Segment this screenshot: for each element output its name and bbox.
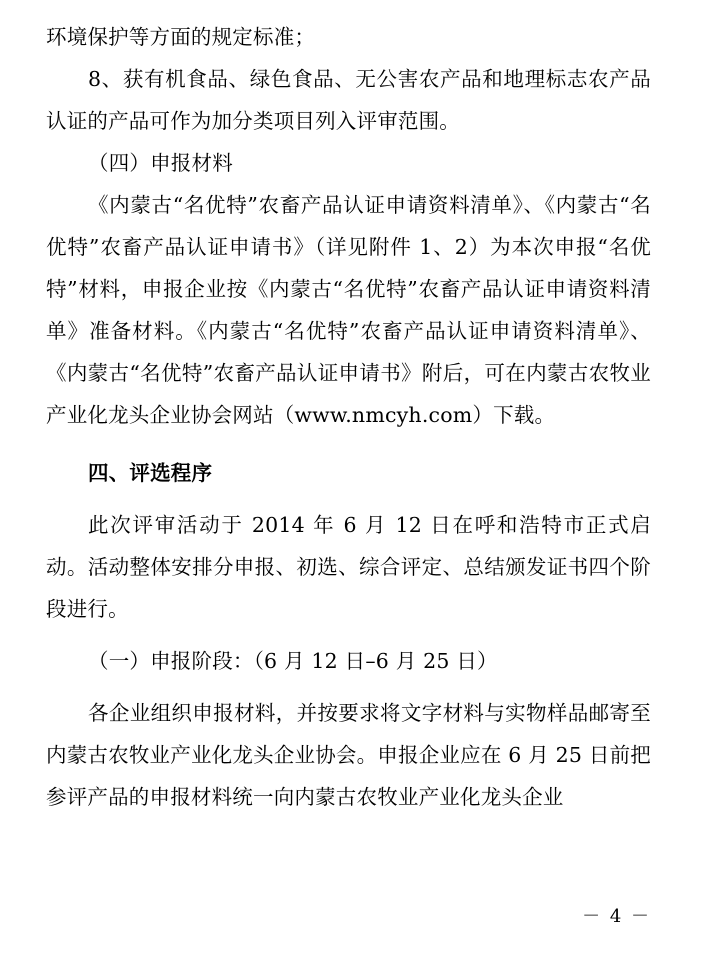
document-body <box>46 16 651 818</box>
spacer <box>46 630 651 640</box>
section-heading-four: 四、评选程序 <box>88 461 213 485</box>
paragraph-stage-one-body: 各企业组织申报材料，并按要求将文字材料与实物样品邮寄至内蒙古农牧业产业化龙头企业协会。申报企业应在 6 月 25 日前把参评产品的申报材料统一向内蒙古农牧业产业化龙头企业 <box>46 701 651 809</box>
paragraph-item-8: 8、获有机食品、绿色食品、无公害农产品和地理标志农产品认证的产品可作为加分类项目列入评审范围。 <box>46 67 651 133</box>
page-number: － 4 － <box>582 906 651 927</box>
spacer <box>46 682 651 692</box>
paragraph-section-four-heading: （四）申报材料 <box>88 151 233 175</box>
paragraph-application-materials: 《内蒙古“名优特”农畜产品认证申请资料清单》、《内蒙古“名优特”农畜产品认证申请书》（详见附件 1、2）为本次申报“名优特”材料，申报企业按《内蒙古“名优特”农畜产品认证申请资料清单》准备材料。《内蒙古“名优特”农畜产品认证申请资料清单》、《内蒙古“名优特”农畜产品认证申请书》附后，可在内蒙古农牧业产业化龙头企业协会网站（www.nmcyh.com）下载。 <box>46 193 651 427</box>
spacer <box>46 494 651 504</box>
spacer <box>46 436 651 452</box>
paragraph-continuation: 环境保护等方面的规定标准； <box>46 25 316 49</box>
paragraph-stage-one-heading: （一）申报阶段：（6 月 12 日–6 月 25 日） <box>88 649 498 673</box>
paragraph-evaluation-schedule: 此次评审活动于 2014 年 6 月 12 日在呼和浩特市正式启动。活动整体安排分申报、初选、综合评定、总结颁发证书四个阶段进行。 <box>46 513 651 621</box>
